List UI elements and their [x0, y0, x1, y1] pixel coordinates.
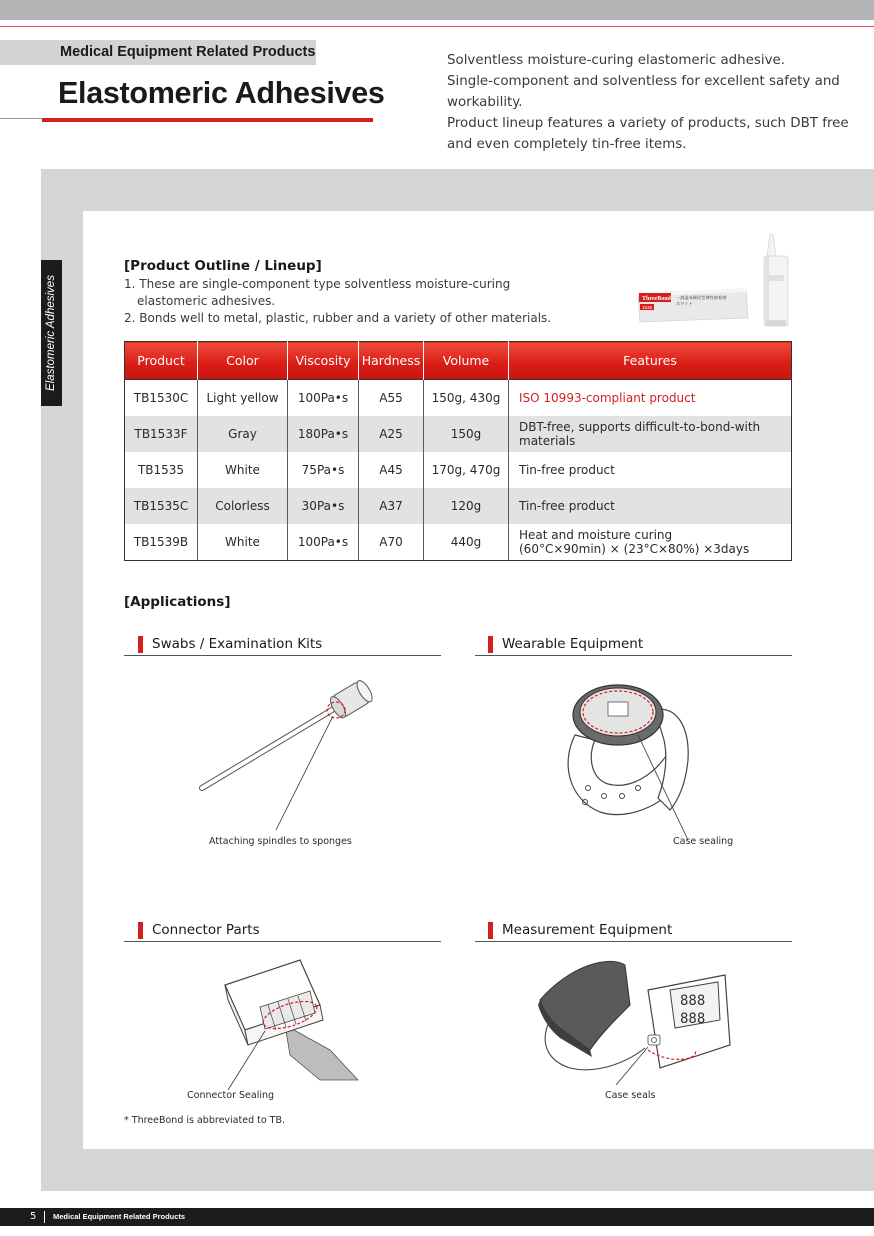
application-title: [138, 922, 438, 940]
application-title-text: Connector Parts: [152, 922, 260, 938]
outline-item-1: 1. These are single-component type solventless moisture-curing: [124, 277, 511, 291]
product-lineup-table: [124, 341, 792, 561]
hardness-cell: A25: [359, 416, 424, 452]
product-cell: TB1533F: [125, 416, 198, 452]
product-cell: TB1535C: [125, 488, 198, 524]
outline-item-1-cont: elastomeric adhesives.: [137, 294, 276, 308]
column-header: Color: [198, 342, 288, 380]
table-row: [125, 452, 792, 488]
viscosity-cell: 180Pa•s: [288, 416, 359, 452]
volume-cell: 120g: [424, 488, 509, 524]
features-cell: Tin-free product: [509, 488, 792, 524]
product-photo: [636, 230, 796, 330]
volume-cell: 170g, 470g: [424, 452, 509, 488]
viscosity-cell: 75Pa•s: [288, 452, 359, 488]
application-rule: [124, 655, 441, 656]
application-caption: Case seals: [605, 1090, 656, 1101]
features-line: (60°C×90min) × (23°C×80%) ×3days: [519, 542, 750, 556]
viscosity-cell: 100Pa•s: [288, 524, 359, 561]
application-caption: Connector Sealing: [187, 1090, 275, 1101]
footer-separator: [44, 1211, 45, 1223]
section-tag: [0, 40, 316, 65]
side-tab: [41, 260, 62, 406]
features-cell: [509, 380, 792, 417]
volume-cell: 150g: [424, 416, 509, 452]
column-header: Product: [125, 342, 198, 380]
features-cell: [509, 524, 792, 561]
hardness-cell: A70: [359, 524, 424, 561]
product-cell: TB1530C: [125, 380, 198, 417]
title-marker: [488, 922, 493, 939]
wearable-illustration: [560, 680, 760, 840]
viscosity-cell: 30Pa•s: [288, 488, 359, 524]
application-title: [488, 922, 788, 940]
intro-line: Single-component and solventless for excellent safety and: [447, 74, 840, 89]
intro-text: [447, 50, 849, 155]
monitor-display-row: 888: [680, 993, 706, 1009]
title-marker: [488, 636, 493, 653]
application-title-text: Wearable Equipment: [502, 636, 644, 652]
intro-line: Product lineup features a variety of products, such DBT free: [447, 116, 849, 131]
title-underline: [42, 118, 373, 122]
measurement-illustration: [530, 950, 740, 1090]
title-marker: [138, 636, 143, 653]
application-rule: [475, 655, 792, 656]
features-cell: DBT-free, supports difficult-to-bond-with materials: [509, 416, 792, 452]
features-cell: Tin-free product: [509, 452, 792, 488]
page-number: 5: [30, 1211, 37, 1222]
product-code: 1535: [642, 305, 653, 310]
box-label-2: ホワイト: [676, 301, 693, 306]
outline-heading: [Product Outline / Lineup]: [124, 258, 322, 274]
title-marker: [138, 922, 143, 939]
application-rule: [475, 941, 792, 942]
application-caption: Attaching spindles to sponges: [209, 836, 352, 847]
connector-illustration: [180, 955, 380, 1095]
intro-line: and even completely tin-free items.: [447, 137, 687, 152]
column-header: Hardness: [359, 342, 424, 380]
swab-illustration: [190, 676, 390, 836]
brand-mark: ThreeBond: [642, 296, 671, 302]
table-row: [125, 380, 792, 417]
table-row: [125, 524, 792, 561]
application-title-text: Swabs / Examination Kits: [152, 636, 323, 652]
table-row: [125, 488, 792, 524]
product-cell: TB1535: [125, 452, 198, 488]
features-text: ISO 10993-compliant product: [519, 391, 696, 405]
color-cell: Light yellow: [198, 380, 288, 417]
top-bar: [0, 0, 874, 20]
page-title: Elastomeric Adhesives: [58, 76, 385, 110]
hardness-cell: A55: [359, 380, 424, 417]
box-label-1: 一液湿気硬化型弾性接着剤: [676, 295, 727, 300]
volume-cell: 440g: [424, 524, 509, 561]
intro-line: Solventless moisture-curing elastomeric adhesive.: [447, 53, 786, 68]
column-header: Viscosity: [288, 342, 359, 380]
application-title: [488, 636, 788, 654]
application-caption: Case sealing: [673, 836, 734, 847]
hardness-cell: A45: [359, 452, 424, 488]
section-tag-label: Medical Equipment Related Products: [60, 44, 316, 60]
color-cell: Colorless: [198, 488, 288, 524]
column-header: Features: [509, 342, 792, 380]
applications-heading: [Applications]: [124, 594, 231, 610]
viscosity-cell: 100Pa•s: [288, 380, 359, 417]
product-cell: TB1539B: [125, 524, 198, 561]
color-cell: White: [198, 524, 288, 561]
table-header-row: [125, 342, 792, 380]
intro-line: workability.: [447, 95, 523, 110]
hardness-cell: A37: [359, 488, 424, 524]
features-line: Heat and moisture curing: [519, 528, 673, 542]
monitor-display-row: 888: [680, 1011, 706, 1027]
table-row: [125, 416, 792, 452]
footer-label: Medical Equipment Related Products: [53, 1212, 186, 1221]
color-cell: White: [198, 452, 288, 488]
top-red-line: [0, 26, 874, 27]
side-tab-label: Elastomeric Adhesives: [45, 275, 57, 391]
outline-item-2: 2. Bonds well to metal, plastic, rubber and a variety of other materials.: [124, 311, 552, 325]
column-header: Volume: [424, 342, 509, 380]
application-rule: [124, 941, 441, 942]
application-title-text: Measurement Equipment: [502, 922, 673, 938]
volume-cell: 150g, 430g: [424, 380, 509, 417]
footnote: * ThreeBond is abbreviated to TB.: [124, 1115, 286, 1126]
color-cell: Gray: [198, 416, 288, 452]
application-title: [138, 636, 438, 654]
